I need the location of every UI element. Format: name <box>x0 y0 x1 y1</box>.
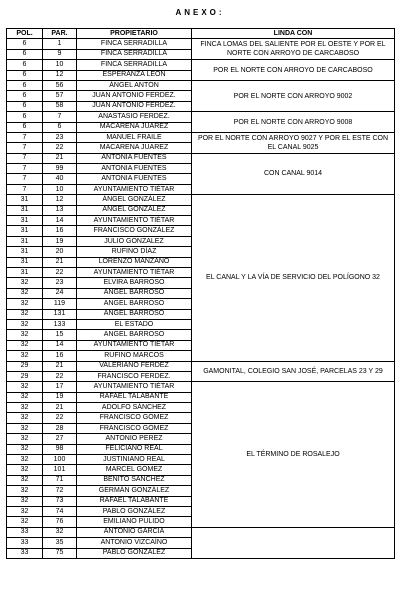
cell-pol: 31 <box>7 247 43 257</box>
cell-par: 12 <box>43 70 77 80</box>
cell-propietario: MARCEL GÓMEZ <box>77 465 192 475</box>
cell-par: 22 <box>43 413 77 423</box>
cell-propietario: ÁNGEL ANTÓN <box>77 80 192 90</box>
cell-pol: 6 <box>7 60 43 70</box>
cell-par: 14 <box>43 340 77 350</box>
cell-pol: 7 <box>7 184 43 194</box>
cell-linda-con: FINCA LOMAS DEL SALIENTE POR EL OESTE Y POR EL NORTE CON ARROYO DE CARCABOSO <box>192 39 395 60</box>
cell-pol: 6 <box>7 49 43 59</box>
cell-par: 21 <box>43 403 77 413</box>
cell-par: 35 <box>43 538 77 548</box>
table-row <box>7 132 395 142</box>
cell-propietario: AYUNTAMIENTO TIÉTAR <box>77 267 192 277</box>
cell-pol: 32 <box>7 299 43 309</box>
cell-propietario: JUAN ANTONIO FERDEZ. <box>77 91 192 101</box>
cell-par: 75 <box>43 548 77 558</box>
cell-propietario: RUFINO MARCOS <box>77 351 192 361</box>
cell-pol: 7 <box>7 153 43 163</box>
cell-pol: 32 <box>7 309 43 319</box>
cell-par: 40 <box>43 174 77 184</box>
cell-par: 7 <box>43 112 77 122</box>
cell-pol: 32 <box>7 403 43 413</box>
cell-pol: 7 <box>7 132 43 142</box>
cell-pol: 29 <box>7 371 43 381</box>
cell-par: 22 <box>43 267 77 277</box>
cell-propietario: AYUNTAMIENTO TIÉTAR <box>77 382 192 392</box>
cell-pol: 31 <box>7 226 43 236</box>
cell-par: 131 <box>43 309 77 319</box>
cell-pol: 33 <box>7 548 43 558</box>
cell-propietario: ÁNGEL GONZÁLEZ <box>77 205 192 215</box>
cell-propietario: VALERIANO FERDEZ <box>77 361 192 371</box>
cell-propietario: LORENZO MANZANO <box>77 257 192 267</box>
cell-propietario: AYUNTAMIENTO TIÉTAR <box>77 184 192 194</box>
cell-par: 99 <box>43 164 77 174</box>
cell-par: 19 <box>43 236 77 246</box>
cell-propietario: JULIO GONZALEZ <box>77 236 192 246</box>
cell-propietario: GERMÁN GONZÁLEZ <box>77 486 192 496</box>
cell-par: 13 <box>43 205 77 215</box>
table-row <box>7 80 395 90</box>
anexo-table <box>6 28 395 559</box>
cell-linda-con <box>192 527 395 558</box>
cell-pol: 32 <box>7 392 43 402</box>
cell-par: 32 <box>43 527 77 537</box>
cell-par: 119 <box>43 299 77 309</box>
cell-propietario: PABLO GONZÁLEZ <box>77 548 192 558</box>
cell-propietario: EL ESTADO <box>77 319 192 329</box>
cell-pol: 6 <box>7 101 43 111</box>
cell-pol: 31 <box>7 216 43 226</box>
cell-par: 14 <box>43 216 77 226</box>
cell-propietario: RUFINO DÍAZ <box>77 247 192 257</box>
cell-propietario: RAFAEL TALABANTE <box>77 496 192 506</box>
cell-par: 9 <box>43 49 77 59</box>
cell-par: 19 <box>43 392 77 402</box>
cell-pol: 32 <box>7 444 43 454</box>
cell-par: 21 <box>43 153 77 163</box>
cell-propietario: FRANCISCO GÓMEZ <box>77 413 192 423</box>
cell-propietario: ANGEL BARROSO <box>77 288 192 298</box>
cell-propietario: EMILIANO PULIDO <box>77 517 192 527</box>
cell-par: 1 <box>43 39 77 49</box>
cell-propietario: ANTONIA FUENTES <box>77 153 192 163</box>
cell-pol: 6 <box>7 91 43 101</box>
cell-propietario: ANTONIO GARCÍA <box>77 527 192 537</box>
cell-propietario: ANTONIA FUENTES <box>77 174 192 184</box>
cell-propietario: ANGEL BARROSO <box>77 330 192 340</box>
cell-pol: 7 <box>7 143 43 153</box>
cell-propietario: JUSTINIANO REAL <box>77 455 192 465</box>
cell-propietario: JUAN ANTONIO FERDEZ. <box>77 101 192 111</box>
cell-pol: 32 <box>7 455 43 465</box>
cell-par: 73 <box>43 496 77 506</box>
cell-pol: 32 <box>7 351 43 361</box>
cell-par: 101 <box>43 465 77 475</box>
cell-pol: 32 <box>7 465 43 475</box>
cell-par: 12 <box>43 195 77 205</box>
table-row <box>7 382 395 392</box>
cell-pol: 32 <box>7 288 43 298</box>
cell-pol: 33 <box>7 538 43 548</box>
cell-par: 21 <box>43 257 77 267</box>
table-row <box>7 39 395 49</box>
cell-par: 100 <box>43 455 77 465</box>
cell-propietario: MACARENA JUAREZ <box>77 143 192 153</box>
cell-pol: 31 <box>7 205 43 215</box>
header-row <box>7 29 395 39</box>
cell-pol: 32 <box>7 506 43 516</box>
cell-pol: 32 <box>7 278 43 288</box>
cell-propietario: ÁNGEL GONZÁLEZ <box>77 195 192 205</box>
cell-propietario: ADOLFO SÁNCHEZ <box>77 403 192 413</box>
cell-linda-con: POR EL NORTE CON ARROYO 9008 <box>192 112 395 133</box>
cell-pol: 31 <box>7 236 43 246</box>
cell-par: 27 <box>43 434 77 444</box>
cell-par: 98 <box>43 444 77 454</box>
cell-par: 71 <box>43 475 77 485</box>
cell-pol: 7 <box>7 174 43 184</box>
cell-pol: 32 <box>7 413 43 423</box>
cell-linda-con: CON CANAL 9014 <box>192 153 395 195</box>
cell-pol: 32 <box>7 423 43 433</box>
header-propietario: PROPIETARIO <box>77 29 192 39</box>
cell-pol: 32 <box>7 340 43 350</box>
cell-pol: 32 <box>7 486 43 496</box>
table-body <box>7 39 395 559</box>
table-row <box>7 195 395 205</box>
cell-par: 23 <box>43 132 77 142</box>
cell-pol: 6 <box>7 122 43 132</box>
cell-propietario: MACARENA JUAREZ <box>77 122 192 132</box>
cell-par: 28 <box>43 423 77 433</box>
cell-propietario: ANGEL BARROSO <box>77 309 192 319</box>
header-pol: POL. <box>7 29 43 39</box>
cell-pol: 6 <box>7 80 43 90</box>
table-row <box>7 153 395 163</box>
cell-par: 74 <box>43 506 77 516</box>
cell-pol: 32 <box>7 475 43 485</box>
cell-pol: 31 <box>7 267 43 277</box>
cell-pol: 31 <box>7 257 43 267</box>
cell-par: 10 <box>43 184 77 194</box>
cell-par: 6 <box>43 122 77 132</box>
cell-pol: 32 <box>7 382 43 392</box>
cell-par: 58 <box>43 101 77 111</box>
cell-propietario: ANTONIO VIZCAÍNO <box>77 538 192 548</box>
cell-pol: 32 <box>7 319 43 329</box>
cell-par: 16 <box>43 351 77 361</box>
cell-linda-con: GAMONITAL, COLEGIO SAN JOSÉ, PARCELAS 23 Y 29 <box>192 361 395 382</box>
cell-par: 22 <box>43 143 77 153</box>
cell-pol: 6 <box>7 70 43 80</box>
cell-propietario: FRANCISCO GÓMEZ <box>77 423 192 433</box>
cell-pol: 31 <box>7 195 43 205</box>
cell-propietario: ANASTASIO FERDEZ. <box>77 112 192 122</box>
cell-propietario: ESPERANZA LEÓN <box>77 70 192 80</box>
cell-linda-con: EL CANAL Y LA VÍA DE SERVICIO DEL POLÍGONO 32 <box>192 195 395 361</box>
cell-linda-con: POR EL NORTE CON ARROYO 9027 Y POR EL ESTE CON EL CANAL 9025 <box>192 132 395 153</box>
cell-propietario: PABLO GONZÁLEZ <box>77 506 192 516</box>
cell-par: 72 <box>43 486 77 496</box>
cell-pol: 33 <box>7 527 43 537</box>
cell-pol: 29 <box>7 361 43 371</box>
cell-par: 16 <box>43 226 77 236</box>
cell-propietario: FINCA SERRADILLA <box>77 60 192 70</box>
header-par: PAR. <box>43 29 77 39</box>
anexo-title: ANEXO: <box>175 8 225 17</box>
cell-propietario: FINCA SERRADILLA <box>77 39 192 49</box>
cell-propietario: ANTONIA FUENTES <box>77 164 192 174</box>
cell-propietario: FINCA SERRADILLA <box>77 49 192 59</box>
cell-propietario: FRANCISCO GONZÁLEZ <box>77 226 192 236</box>
cell-pol: 6 <box>7 112 43 122</box>
table-row <box>7 527 395 537</box>
header-linda: LINDA CON <box>192 29 395 39</box>
table-row <box>7 112 395 122</box>
cell-propietario: ANGEL BARROSO <box>77 299 192 309</box>
cell-pol: 32 <box>7 434 43 444</box>
cell-linda-con: EL TÉRMINO DE ROSALEJO <box>192 382 395 527</box>
cell-propietario: BENITO SÁNCHEZ <box>77 475 192 485</box>
cell-linda-con: POR EL NORTE CON ARROYO 9002 <box>192 80 395 111</box>
cell-par: 15 <box>43 330 77 340</box>
cell-par: 22 <box>43 371 77 381</box>
cell-pol: 32 <box>7 517 43 527</box>
cell-propietario: RAFAEL TALABANTE <box>77 392 192 402</box>
cell-propietario: MANUEL FRAILE <box>77 132 192 142</box>
cell-par: 23 <box>43 278 77 288</box>
table-row <box>7 60 395 70</box>
cell-par: 76 <box>43 517 77 527</box>
cell-pol: 32 <box>7 330 43 340</box>
cell-propietario: AYUNTAMIENTO TIÉTAR <box>77 216 192 226</box>
cell-propietario: AYUNTAMIENTO TIÉTAR <box>77 340 192 350</box>
cell-par: 24 <box>43 288 77 298</box>
cell-par: 20 <box>43 247 77 257</box>
cell-par: 21 <box>43 361 77 371</box>
cell-par: 56 <box>43 80 77 90</box>
cell-propietario: FRANCISCO FERDEZ. <box>77 371 192 381</box>
cell-pol: 32 <box>7 496 43 506</box>
cell-par: 57 <box>43 91 77 101</box>
cell-par: 10 <box>43 60 77 70</box>
cell-pol: 6 <box>7 39 43 49</box>
cell-par: 17 <box>43 382 77 392</box>
cell-propietario: ANTONIO PEREZ <box>77 434 192 444</box>
cell-par: 133 <box>43 319 77 329</box>
cell-linda-con: POR EL NORTE CON ARROYO DE CARCABOSO <box>192 60 395 81</box>
cell-propietario: ELVIRA BARROSO <box>77 278 192 288</box>
cell-propietario: FELICIANO REAL <box>77 444 192 454</box>
table-row <box>7 361 395 371</box>
cell-pol: 7 <box>7 164 43 174</box>
